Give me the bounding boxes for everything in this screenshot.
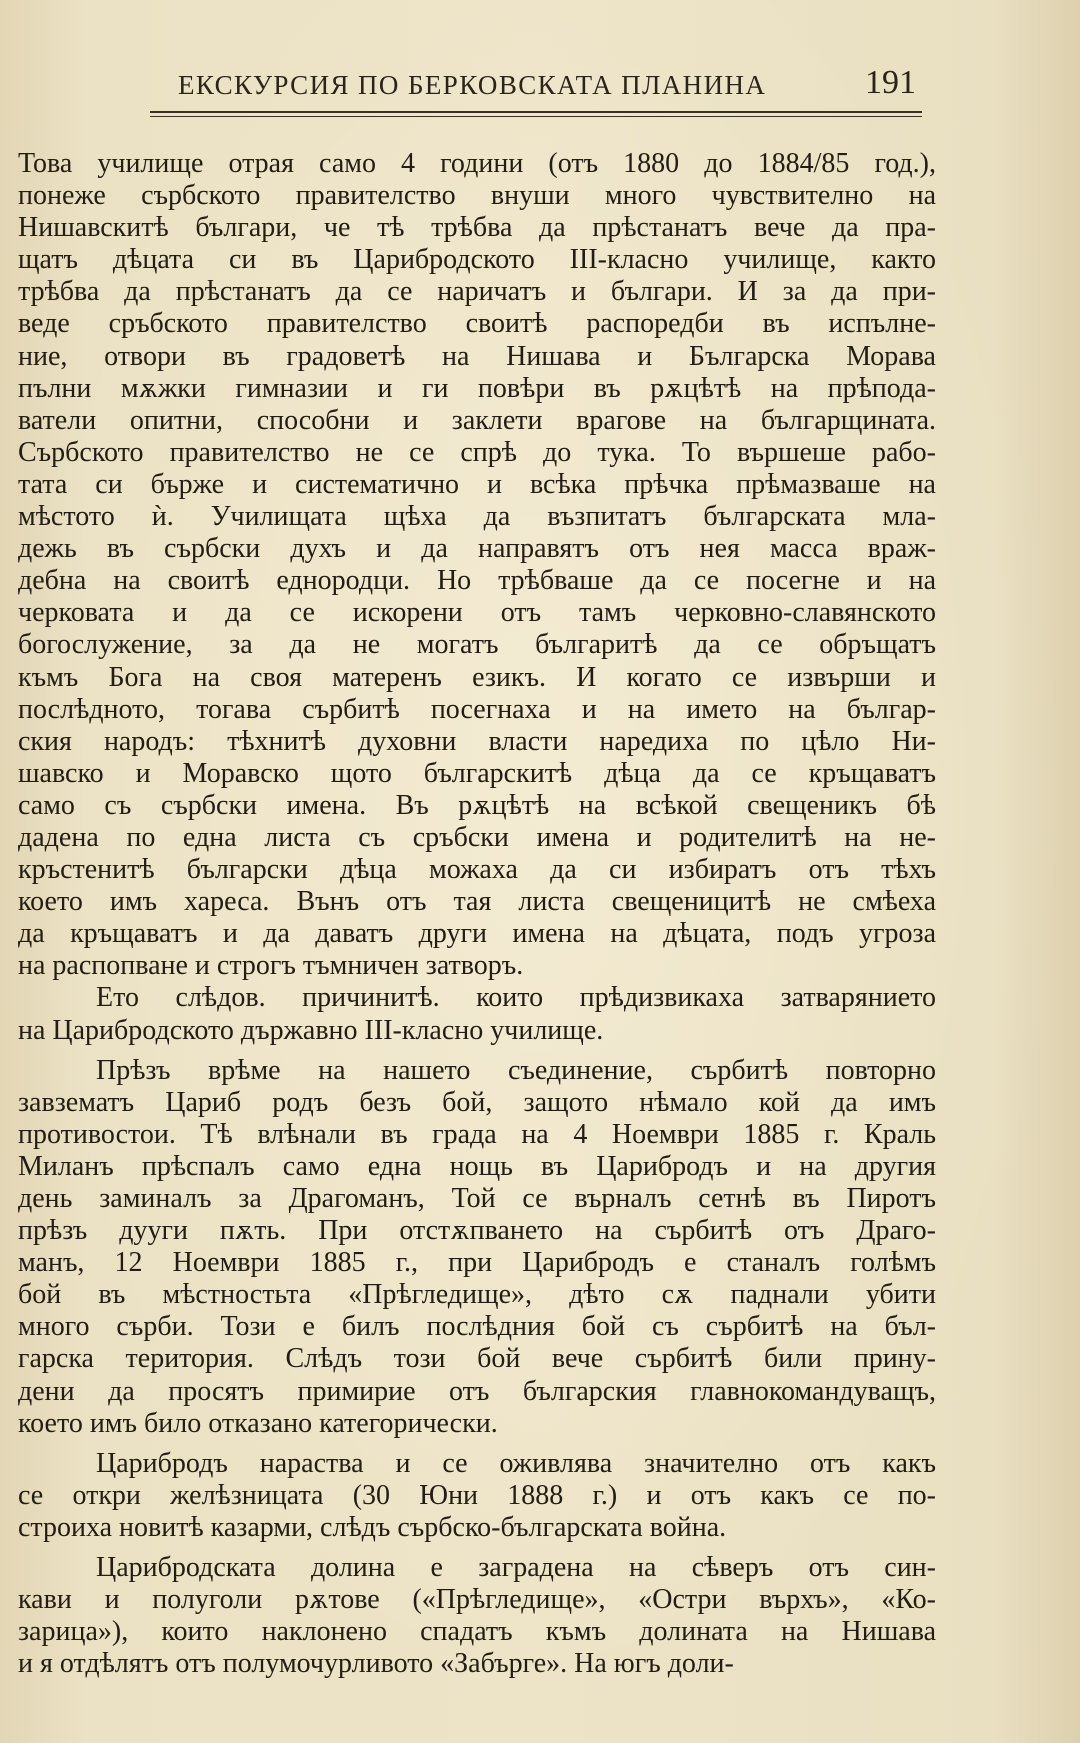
text-line: мѣстото ѝ. Училищата щѣха да възпитатъ българската мла- xyxy=(18,501,936,533)
text-line: да кръщаватъ и да даватъ други имена на дѣцата, подъ угроза xyxy=(18,918,936,950)
text-line: което имъ хареса. Вънъ отъ тая листа свещеницитѣ не смѣеха xyxy=(18,886,936,918)
text-line: дежь въ сърбски духъ и да направятъ отъ нея масса враж- xyxy=(18,533,936,565)
text-line: Прѣзъ врѣме на нашето съединение, сърбитѣ повторно xyxy=(96,1054,936,1086)
paragraph xyxy=(18,1448,936,1544)
text-line: строиха новитѣ казарми, слѣдъ сърбско-българската война. xyxy=(18,1511,727,1543)
text-line: много сърби. Този е билъ послѣдния бой съ сърбитѣ на бъл- xyxy=(18,1311,936,1343)
paragraph-gap xyxy=(18,1440,936,1448)
text-line: прѣзъ дууги пѫть. При отстѫпването на сърбитѣ отъ Драго- xyxy=(18,1215,936,1247)
text-line: трѣбва да прѣстанатъ да се наричатъ и българи. И за да при- xyxy=(18,276,936,308)
text-line: понеже сърбското правителство внуши много чувствително на xyxy=(18,180,936,212)
text-line: Царибродъ нараства и се оживлява значително отъ какъ xyxy=(96,1447,936,1479)
paragraph-gap xyxy=(18,1047,936,1055)
text-line: и я отдѣлятъ отъ полумочурливото «Забърге». На югъ доли- xyxy=(18,1648,734,1680)
text-line: противостои. Тѣ влѣнали въ града на 4 Ноември 1885 г. Краль xyxy=(18,1118,936,1150)
text-line: къмъ Бога на своя матеренъ езикъ. И когато се извърши и xyxy=(18,661,936,693)
text-line: завзематъ Цариб родъ безъ бой, защото нѣмало кой да имъ xyxy=(18,1086,936,1118)
text-line: кръстенитѣ български дѣца можаха да си избиратъ отъ тѣхъ xyxy=(18,854,936,886)
paragraph xyxy=(18,982,936,1046)
text-line: зарица»), които наклонено спадатъ къмъ долината на Нишава xyxy=(18,1616,936,1648)
paragraph xyxy=(18,148,936,982)
text-line: Ето слѣдов. причинитѣ. които прѣдизвикаха затварянието xyxy=(96,982,936,1014)
text-line: бой въ мѣстностьта «Прѣгледище», дѣто сѫ паднали убити xyxy=(18,1279,936,1311)
text-line: день заминалъ за Драгоманъ, Той се върналъ сетнѣ въ Пиротъ xyxy=(18,1183,936,1214)
header-rule-thin xyxy=(150,116,922,117)
text-line: шавско и Моравско щото българскитѣ дѣца да се кръщаватъ xyxy=(18,757,936,789)
text-line: Миланъ прѣспалъ само една нощь въ Царибродъ и на другия xyxy=(18,1150,936,1182)
body-text xyxy=(18,148,936,1680)
text-line: се откри желѣзницата (30 Юни 1888 г.) и отъ какъ се по- xyxy=(18,1479,936,1511)
paragraph xyxy=(18,1552,936,1680)
text-line: дени да просятъ примирие отъ българския главнокомандуващъ, xyxy=(18,1375,936,1407)
text-line: черковата и да се искорени отъ тамъ черковно-славянското xyxy=(18,597,936,629)
running-title: ЕКСКУРСИЯ ПО БЕРКОВСКАТА ПЛАНИНА xyxy=(178,70,767,100)
text-line: манъ, 12 Ноември 1885 г., при Царибродъ е станалъ голѣмъ xyxy=(18,1247,936,1279)
text-line: Нишавскитѣ българи, че тѣ трѣбва да прѣстанатъ вече да пра- xyxy=(18,212,936,244)
text-line: дебна на своитѣ еднородци. Но трѣбваше да се посегне и на xyxy=(18,565,936,597)
text-line: щатъ дѣцата си въ Царибродското III-класно училище, както xyxy=(18,244,936,276)
text-line: веде сръбското правителство своитѣ распоредби въ испълне- xyxy=(18,308,936,340)
paragraph-gap xyxy=(18,1544,936,1552)
text-line: богослужение, за да не могатъ българитѣ да се обръщатъ xyxy=(18,629,936,661)
text-line: гарска територия. Слѣдъ този бой вече сърбитѣ били прину- xyxy=(18,1343,936,1375)
text-line: пълни мѫжки гимназии и ги повѣри въ рѫцѣтѣ на прѣпода- xyxy=(18,372,936,404)
text-line: Сърбското правителство не се спрѣ до тука. То вършеше рабо- xyxy=(18,436,936,468)
text-line: дадена по една листа съ сръбски имена и родителитѣ на не- xyxy=(18,821,936,853)
text-line: на распопване и строгъ тъмничен затворъ. xyxy=(18,950,524,982)
text-line: кави и полуголи рѫтове («Прѣгледище», «Остри върхъ», «Ко- xyxy=(18,1584,936,1616)
text-line: на Царибродското държавно III-класно училище. xyxy=(18,1014,604,1046)
text-line: ския народъ: тѣхнитѣ духовни власти наредиха по цѣло Ни- xyxy=(18,725,936,757)
text-line: послѣдното, тогава сърбитѣ посегнаха и на името на българ- xyxy=(18,693,936,725)
page-number: 191 xyxy=(865,64,916,101)
text-line: тата си бърже и систематично и всѣка прѣчка прѣмазваше на xyxy=(18,468,936,500)
header-rule xyxy=(150,111,922,113)
text-line: ватели опитни, способни и заклети врагове на българщината. xyxy=(18,404,936,436)
text-line: ние, отвори въ градоветѣ на Нишава и Българска Морава xyxy=(18,340,936,372)
text-line: Царибродската долина е заградена на сѣверъ отъ син- xyxy=(96,1552,936,1584)
page-header xyxy=(150,64,920,114)
text-line: само съ сърбски имена. Въ рѫцѣтѣ на всѣкой свещеникъ бѣ xyxy=(18,789,936,821)
text-line: Това училище отрая само 4 години (отъ 1880 до 1884/85 год.), xyxy=(18,148,936,179)
text-line: което имъ било отказано категорически. xyxy=(18,1407,498,1439)
paragraph xyxy=(18,1055,936,1440)
